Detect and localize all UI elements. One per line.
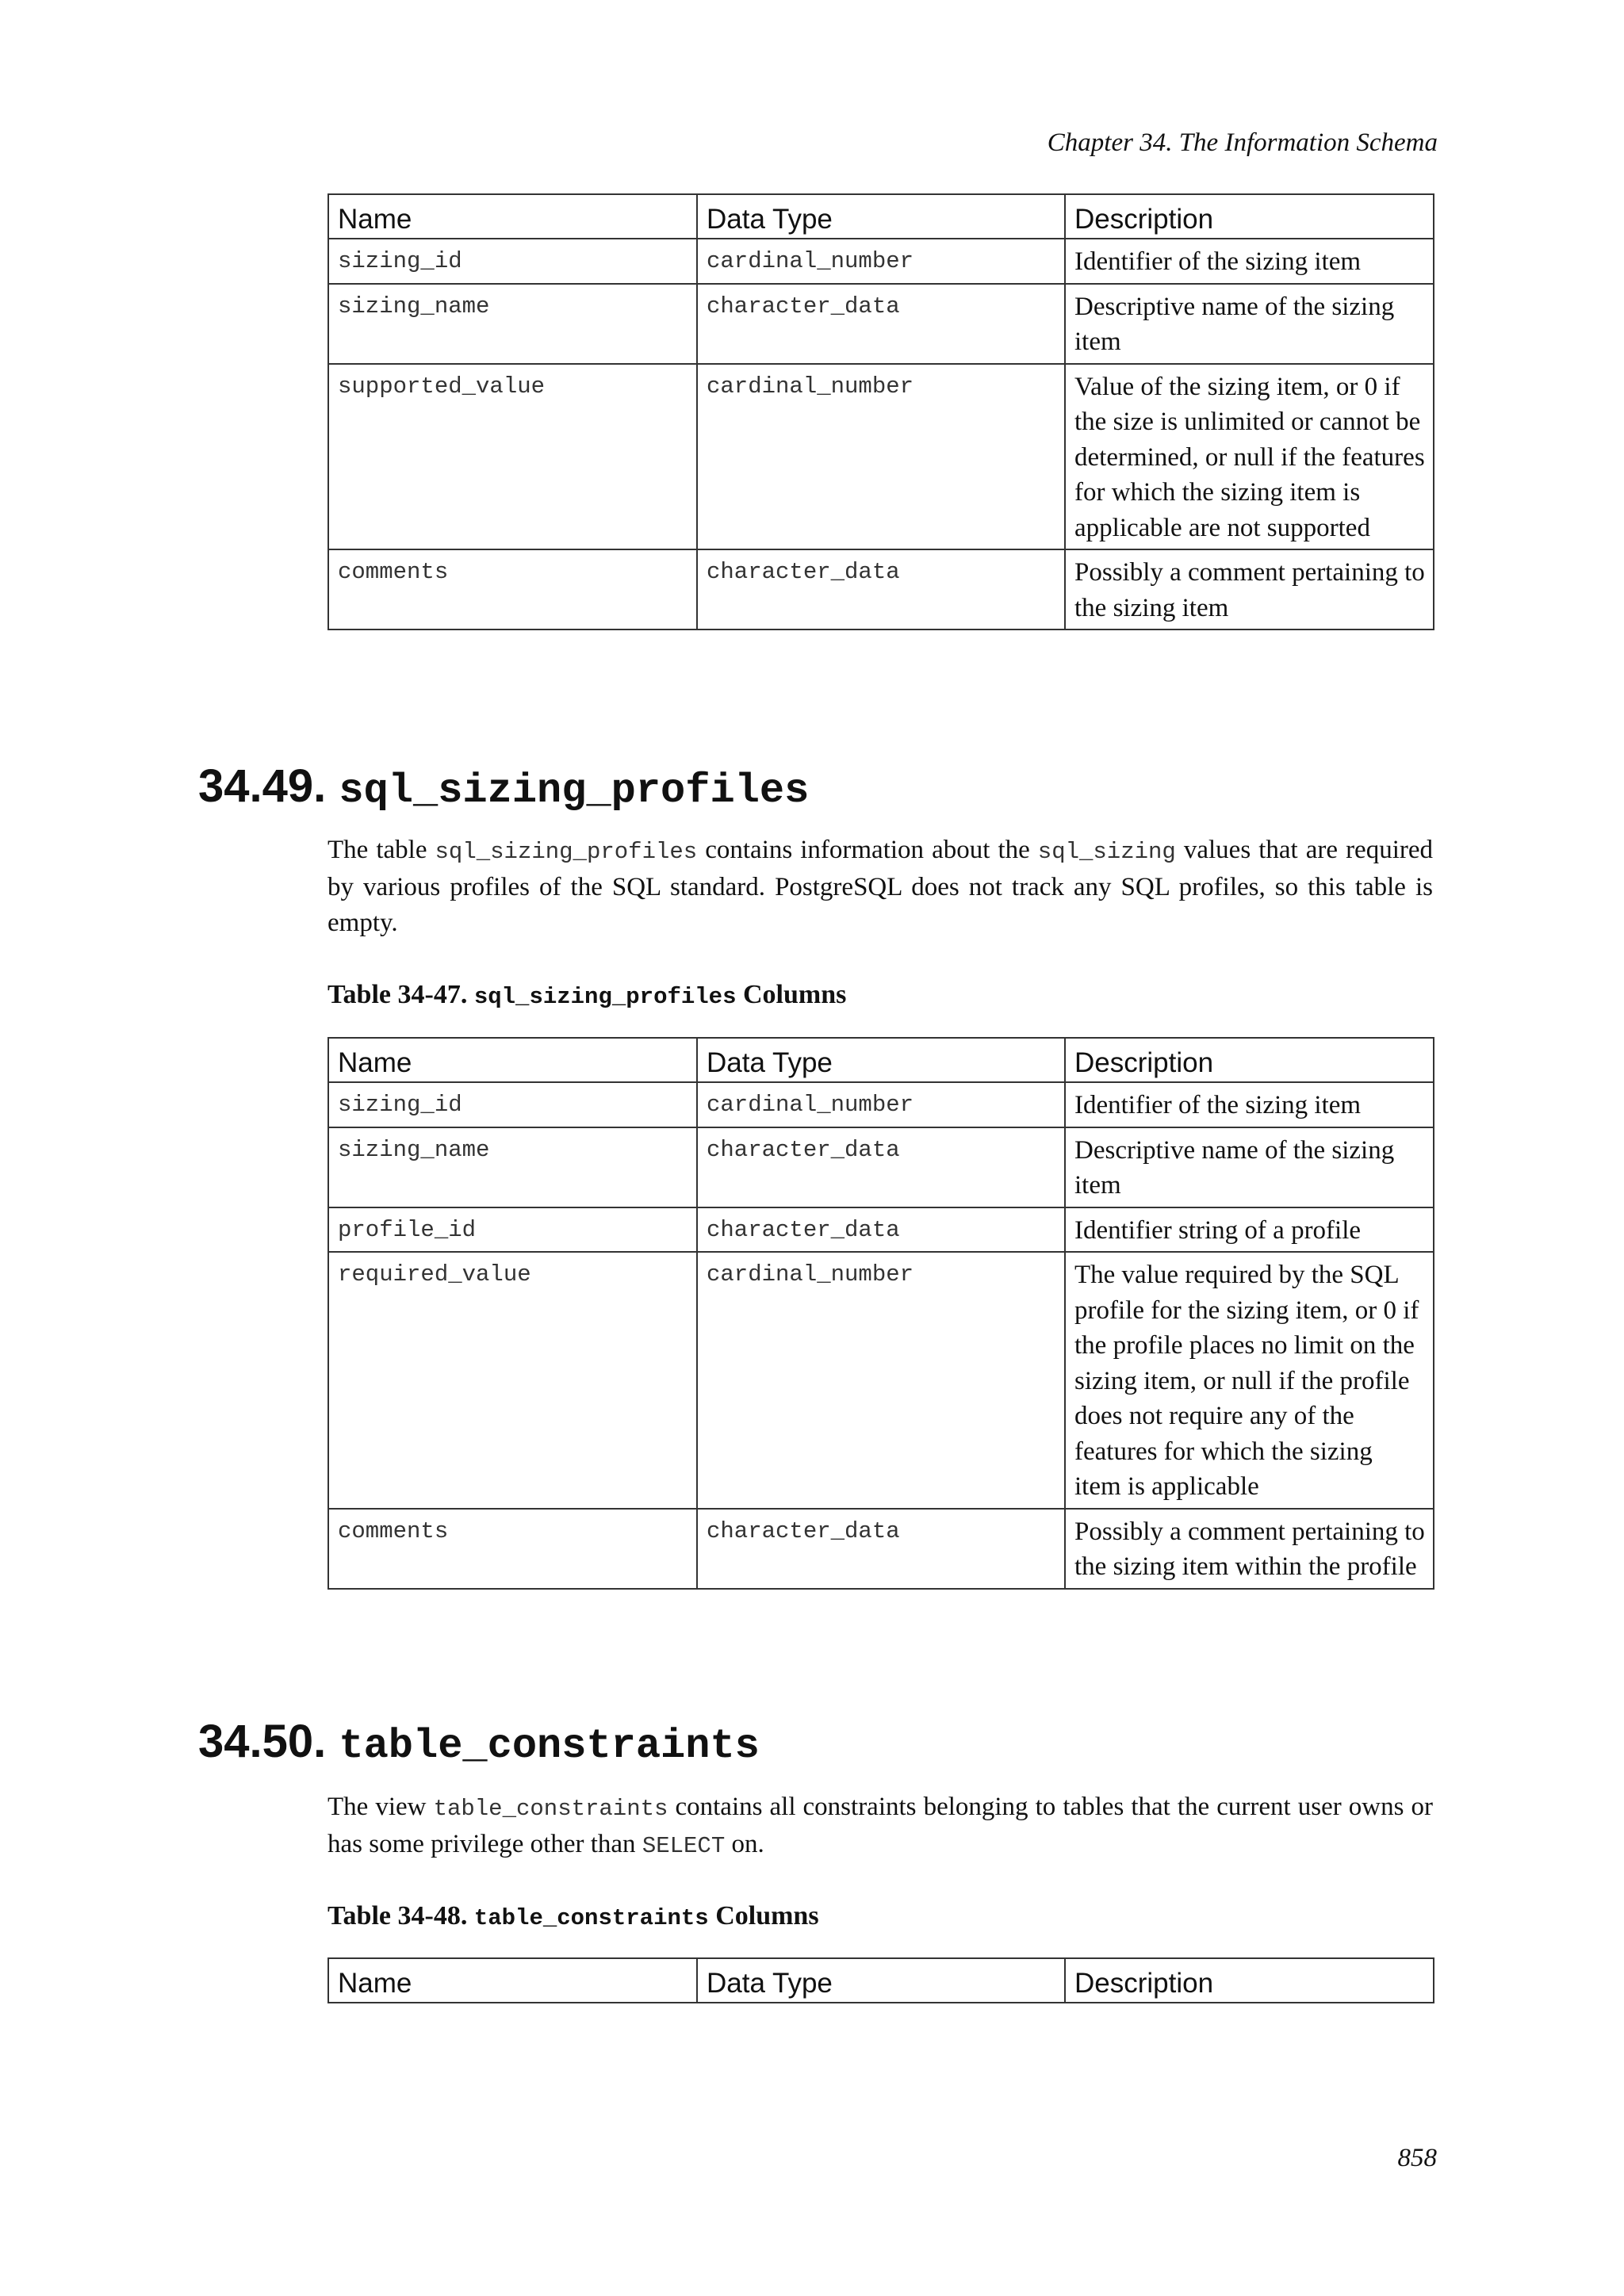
table-caption	[327, 1901, 819, 1931]
table-row	[328, 1509, 1434, 1589]
table-caption	[327, 980, 846, 1010]
table-row	[328, 1127, 1434, 1207]
text-run: The view	[327, 1793, 434, 1821]
cell-description: Identifier of the sizing item	[1065, 239, 1434, 284]
table-header-row	[328, 1038, 1434, 1082]
table-row	[328, 1207, 1434, 1253]
column-header-data-type: Data Type	[697, 194, 1065, 239]
cell-data-type: cardinal_number	[697, 1252, 1065, 1509]
cell-name: sizing_id	[328, 1082, 697, 1127]
caption-label: Table 34-47.	[327, 980, 474, 1009]
table-row	[328, 284, 1434, 364]
cell-description: Identifier string of a profile	[1065, 1207, 1434, 1253]
section-heading-34-49	[198, 760, 809, 814]
cell-data-type: cardinal_number	[697, 239, 1065, 284]
inline-code: sql_sizing_profiles	[435, 839, 698, 865]
text-run: contains information about the	[697, 836, 1038, 864]
column-header-data-type: Data Type	[697, 1038, 1065, 1082]
cell-data-type: character_data	[697, 1509, 1065, 1589]
cell-description: Possibly a comment pertaining to the sizing item within the profile	[1065, 1509, 1434, 1589]
caption-code: table_constraints	[473, 1905, 709, 1931]
cell-description: The value required by the SQL profile for the sizing item, or 0 if the profile places no limit on the sizing item, or null if the profile does not require any of the features for which the sizing item is applicable	[1065, 1252, 1434, 1509]
column-header-data-type: Data Type	[697, 1958, 1065, 2003]
inline-code: sql_sizing	[1037, 839, 1176, 865]
cell-data-type: character_data	[697, 284, 1065, 364]
caption-code: sql_sizing_profiles	[473, 984, 737, 1010]
section-title-code: sql_sizing_profiles	[339, 767, 810, 814]
caption-label: Table 34-48.	[327, 1901, 474, 1931]
section-heading-34-50	[198, 1715, 760, 1770]
section-title-code: table_constraints	[339, 1723, 760, 1770]
cell-name: supported_value	[328, 364, 697, 550]
text-run: The table	[327, 836, 435, 864]
table-constraints-columns-table	[327, 1957, 1434, 2003]
caption-suffix: Columns	[736, 980, 847, 1009]
table-row	[328, 1082, 1434, 1127]
table-row	[328, 239, 1434, 284]
inline-code: table_constraints	[433, 1796, 668, 1822]
cell-name: sizing_name	[328, 284, 697, 364]
cell-name: required_value	[328, 1252, 697, 1509]
caption-suffix: Columns	[708, 1901, 819, 1931]
table-row	[328, 364, 1434, 550]
cell-name: sizing_id	[328, 239, 697, 284]
page-number: 858	[1397, 2144, 1437, 2172]
cell-description: Identifier of the sizing item	[1065, 1082, 1434, 1127]
cell-description: Possibly a comment pertaining to the sizing item	[1065, 549, 1434, 629]
text-run: contains all constraints belonging to tables that the current user owns or has some privilege other than	[327, 1793, 1434, 1858]
column-header-name: Name	[328, 1038, 697, 1082]
section-number: 34.49.	[198, 760, 327, 812]
cell-data-type: character_data	[697, 1207, 1065, 1253]
cell-name: sizing_name	[328, 1127, 697, 1207]
column-header-name: Name	[328, 1958, 697, 2003]
cell-data-type: cardinal_number	[697, 1082, 1065, 1127]
section-paragraph	[327, 1789, 1433, 1864]
running-header: Chapter 34. The Information Schema	[1047, 128, 1438, 157]
sql-sizing-profiles-columns-table	[327, 1037, 1434, 1590]
table-row	[328, 1252, 1434, 1509]
text-run: values that are required by various profiles of the SQL standard. PostgreSQL does not track any SQL profiles, so this table is empty.	[327, 836, 1434, 937]
cell-description: Descriptive name of the sizing item	[1065, 1127, 1434, 1207]
cell-name: comments	[328, 549, 697, 629]
cell-data-type: cardinal_number	[697, 364, 1065, 550]
table-row	[328, 549, 1434, 629]
column-header-description: Description	[1065, 1038, 1434, 1082]
inline-code: SELECT	[642, 1833, 726, 1859]
table-header-row	[328, 194, 1434, 239]
cell-description: Value of the sizing item, or 0 if the size is unlimited or cannot be determined, or null if the features for which the sizing item is applicable are not supported	[1065, 364, 1434, 550]
cell-data-type: character_data	[697, 549, 1065, 629]
section-number: 34.50.	[198, 1716, 327, 1767]
sql-sizing-columns-table-continued	[327, 193, 1434, 630]
table-header-row	[328, 1958, 1434, 2003]
text-run: on.	[725, 1830, 764, 1858]
column-header-name: Name	[328, 194, 697, 239]
cell-data-type: character_data	[697, 1127, 1065, 1207]
cell-name: profile_id	[328, 1207, 697, 1253]
column-header-description: Description	[1065, 1958, 1434, 2003]
cell-description: Descriptive name of the sizing item	[1065, 284, 1434, 364]
cell-name: comments	[328, 1509, 697, 1589]
section-paragraph	[327, 832, 1433, 941]
column-header-description: Description	[1065, 194, 1434, 239]
